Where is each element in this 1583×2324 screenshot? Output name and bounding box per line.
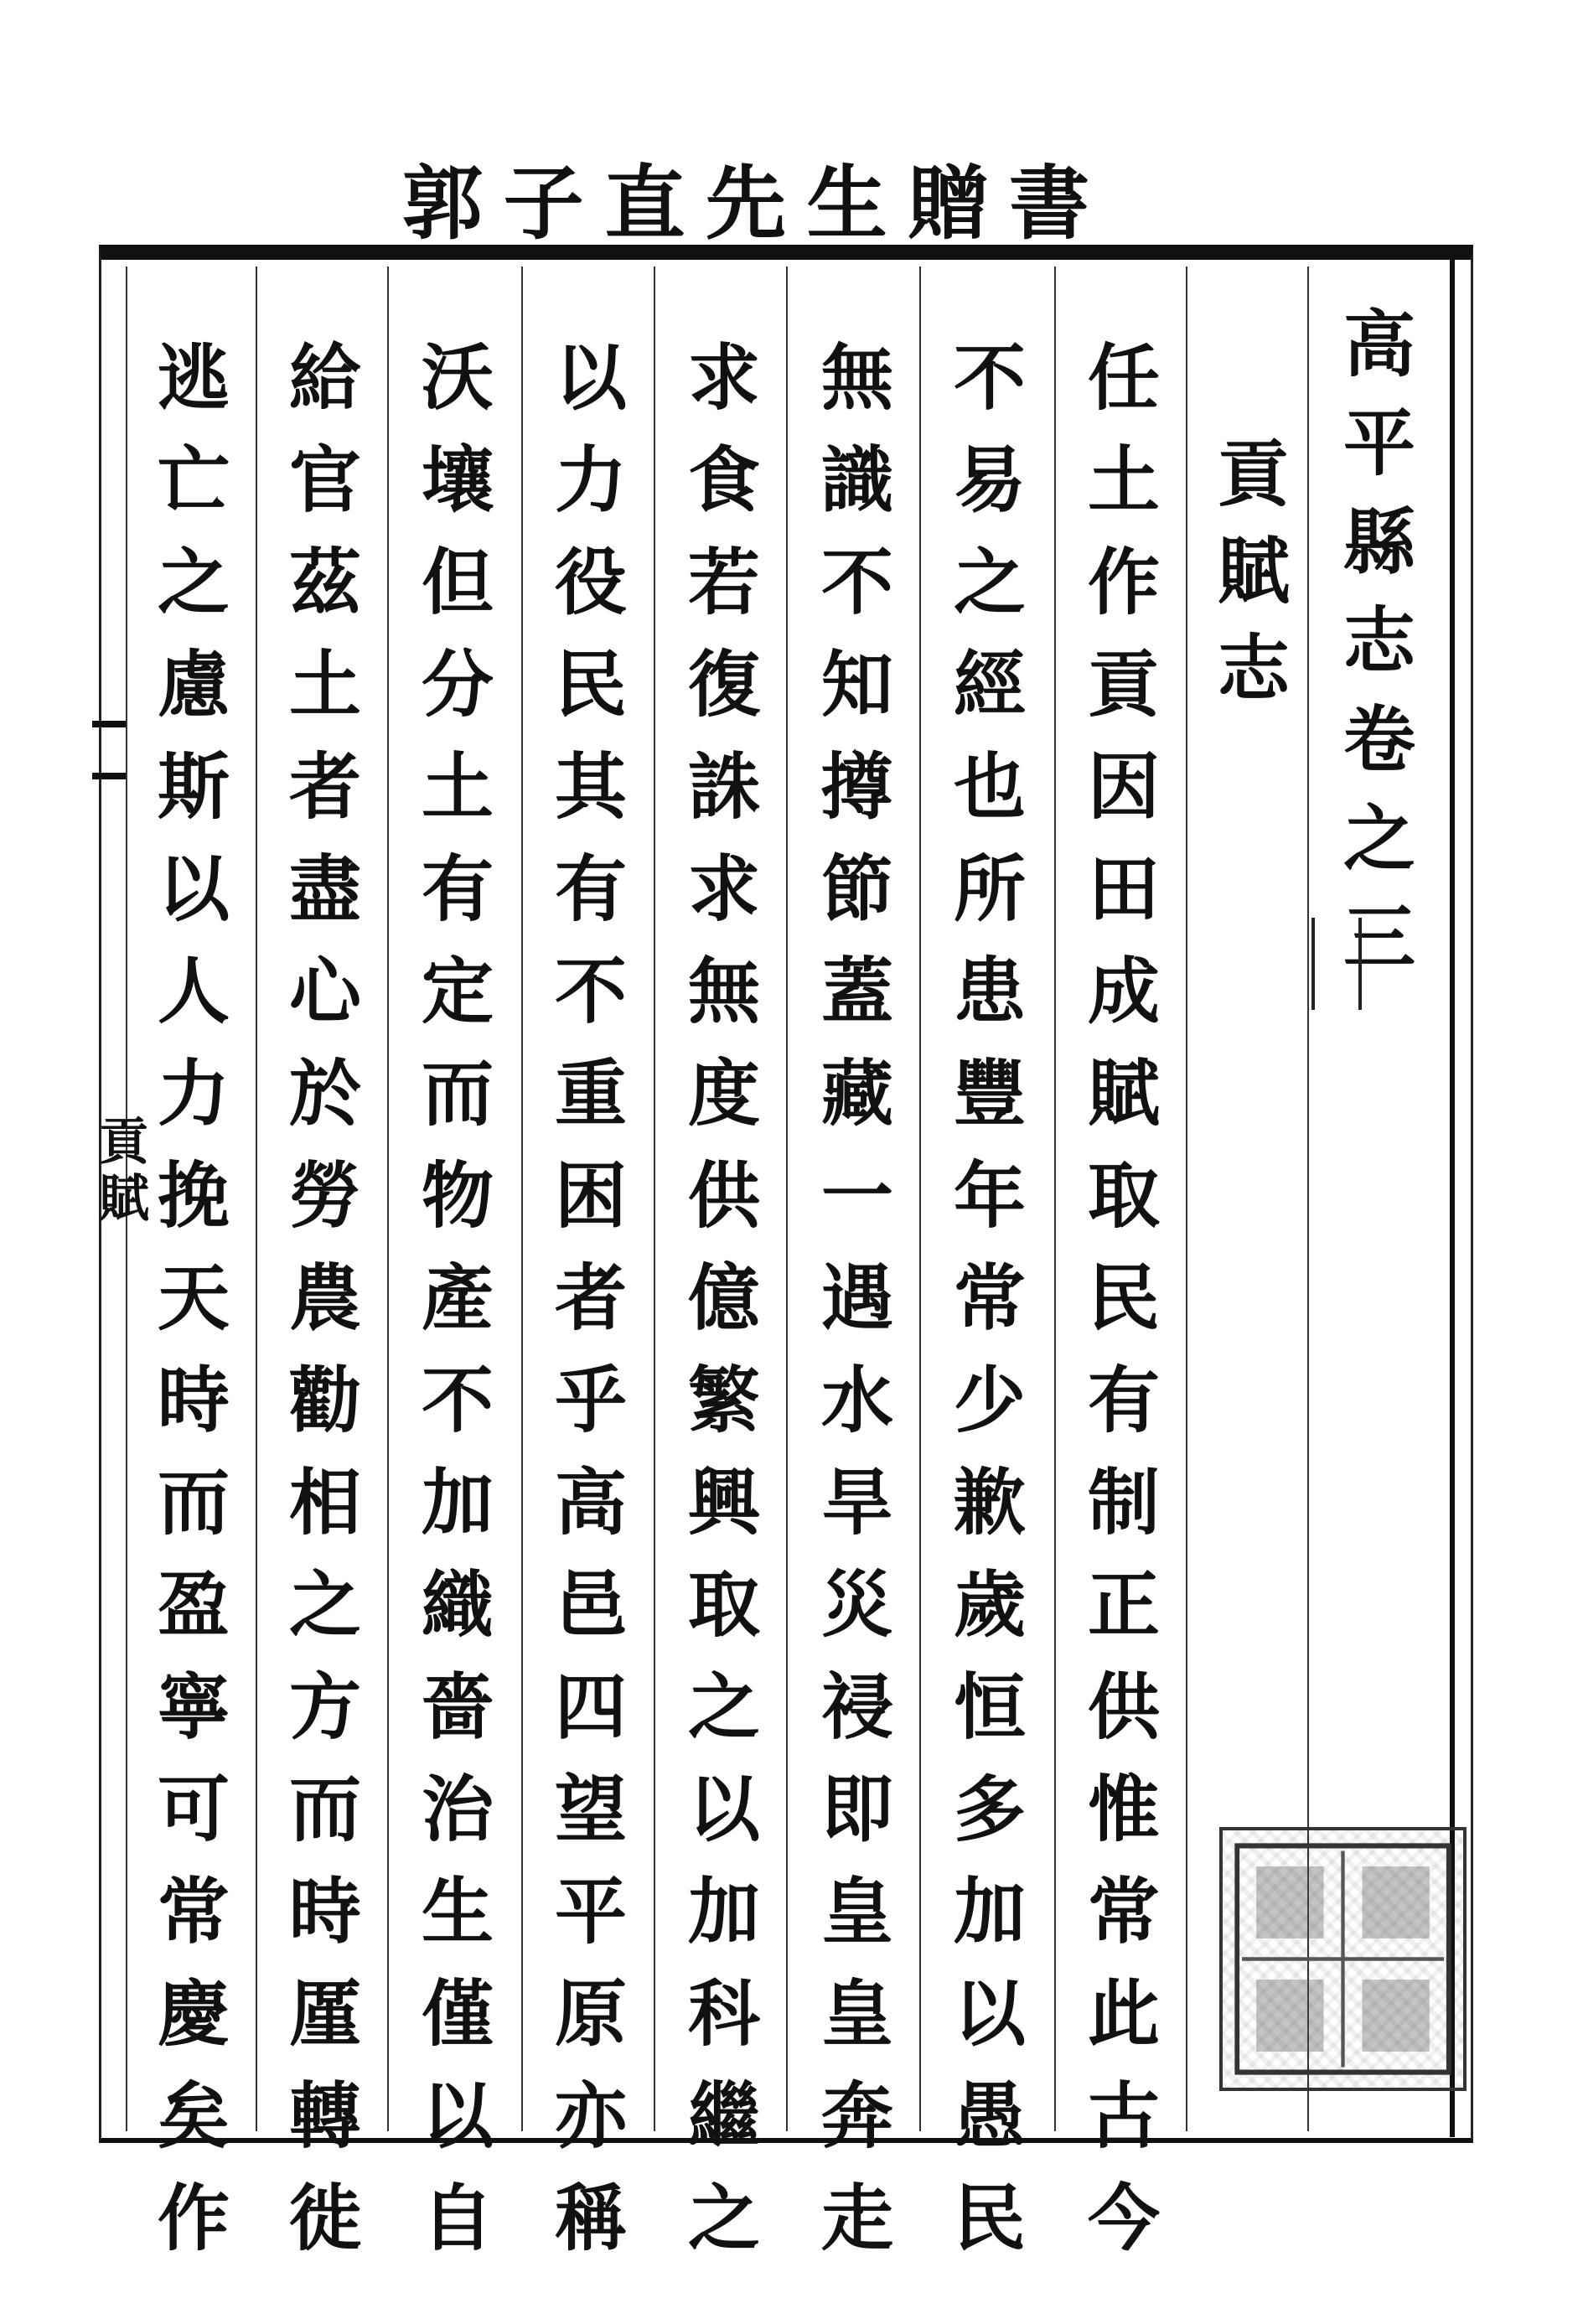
column-rule [1054,267,1056,2131]
text-column: 以力役民其有不重困者乎高邑四望平原亦稱 [542,339,627,2282]
column-rule [786,267,788,2131]
inscription-char: 先 [705,155,786,251]
text-column: 無識不知撙節蓋藏一遇水旱災祲即皇皇奔走 [809,339,893,2282]
inscription-char: 書 [1008,155,1089,251]
text-column: 給官茲土者盡心於勞農勸相之方而時厪轉徙 [277,339,361,2282]
fish-tail-mark [1311,918,1362,1010]
column-rule [521,267,523,2131]
inscription-char: 生 [806,155,887,251]
column-rule [256,267,257,2131]
section-heading: 貢賦志 [1205,436,1290,727]
donor-inscription [402,147,1089,251]
collector-seal-icon [1219,1827,1467,2091]
volume-title: 高平縣志卷之三 [1331,306,1415,998]
text-column: 逃亡之慮斯以人力挽天時而盈寧可常慶矣作 [145,339,230,2282]
column-rule [919,267,921,2131]
text-column: 不易之經也所患豐年常少歉歲恒多加以愚民 [941,339,1026,2282]
text-column: 沃壤但分土有定而物產不加織嗇治生僅以自 [409,339,494,2282]
seal-pattern-icon [1223,1830,1463,2088]
margin-label: 貢賦 [91,1115,149,1229]
inscription-char: 贈 [908,155,989,251]
inscription-char: 郭 [402,155,483,251]
inscription-char: 直 [604,155,685,251]
column-rule [387,267,389,2131]
inscription-char: 子 [503,155,584,251]
text-column: 求食若復誅求無度供億繁興取之以加科繼之 [675,339,760,2282]
column-rule [1186,267,1187,2131]
text-column: 任土作貢因田成賦取民有制正供惟常此古今 [1075,339,1160,2282]
column-rule [654,267,655,2131]
leaf-edge-marker [92,721,126,779]
